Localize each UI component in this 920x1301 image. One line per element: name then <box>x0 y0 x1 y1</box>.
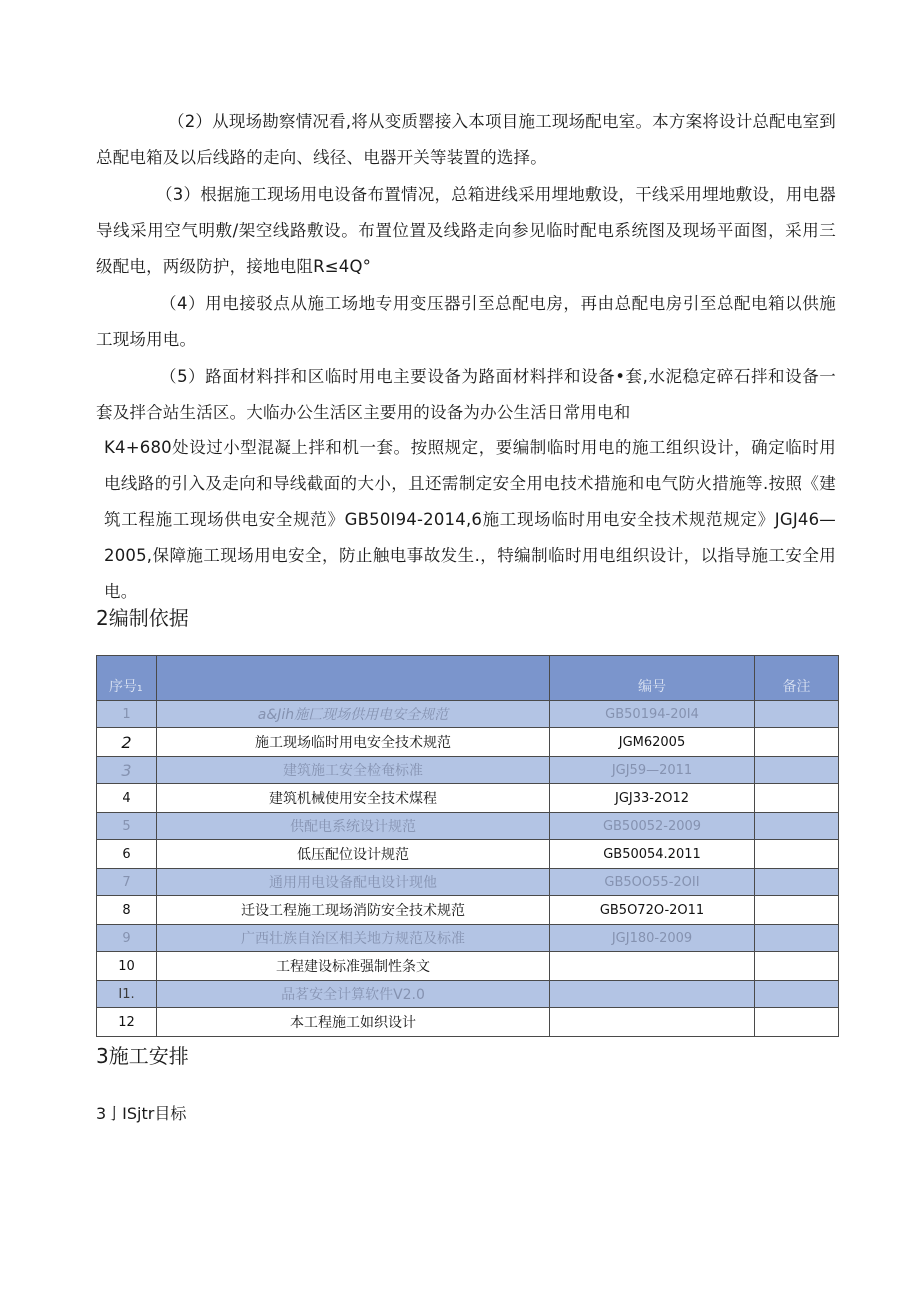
row-remark <box>755 784 839 813</box>
row-name: 工程建设标准强制性条文 <box>157 952 550 981</box>
table-row <box>97 840 839 869</box>
table-row <box>97 813 839 840</box>
row-no: 8 <box>97 896 157 925</box>
row-code: GB5OO55-2OII <box>550 869 755 896</box>
table-row <box>97 896 839 925</box>
row-no: 5 <box>97 813 157 840</box>
row-name: a&Jih施匚现场供用电安全规范 <box>157 701 550 728</box>
row-remark <box>755 981 839 1008</box>
row-remark <box>755 952 839 981</box>
row-name: 低压配位设计规范 <box>157 840 550 869</box>
row-code: JGJ180-2009 <box>550 925 755 952</box>
row-code <box>550 981 755 1008</box>
header-code: 编号 <box>550 656 755 701</box>
row-name: 广西壮族自治区相关地方规范及标准 <box>157 925 550 952</box>
row-code: GB50054.2011 <box>550 840 755 869</box>
row-remark <box>755 869 839 896</box>
row-remark <box>755 925 839 952</box>
row-no: 9 <box>97 925 157 952</box>
header-no: 序号₁ <box>97 656 157 701</box>
row-no: 12 <box>97 1008 157 1037</box>
row-no: 6 <box>97 840 157 869</box>
row-name: 建筑施工安全检奄标准 <box>157 757 550 784</box>
header-name <box>157 656 550 701</box>
table-row <box>97 701 839 728</box>
row-no: 3 <box>97 757 157 784</box>
row-no: 1 <box>97 701 157 728</box>
row-no: I1. <box>97 981 157 1008</box>
table-row <box>97 981 839 1008</box>
table-row <box>97 925 839 952</box>
row-remark <box>755 701 839 728</box>
row-name: 建筑机械使用安全技术煤程 <box>157 784 550 813</box>
row-name: 供配电系统设计规范 <box>157 813 550 840</box>
section-3-heading: 3施工安排 <box>96 1044 189 1068</box>
paragraph-2: （2）从现场勘察情况看,将从变质罂接入本项目施工现场配电室。本方案将设计总配电室到总配电箱及以后线路的走向、线径、电器开关等装置的选择。 <box>96 112 836 167</box>
table-row <box>97 757 839 784</box>
table-row <box>97 952 839 981</box>
row-no: 4 <box>97 784 157 813</box>
paragraph-4: （4）用电接驳点从施工场地专用变压器引至总配电房，再由总配电房引至总配电箱以供施工现场用电。 <box>96 294 836 349</box>
row-code: GB5O72O-2O11 <box>550 896 755 925</box>
paragraph-6: K4+680处设过小型混凝上拌和机一套。按照规定，要编制临时用电的施工组织设计，确定临时用电线路的引入及走向和导线截面的大小，且还需制定安全用电技术措施和电气防火措施等.按照《建筑工程施工现场供电安全规范》GB50I94-2014,6施工现场临时用电安全技术规范规定》JGJ46—2005,保障施工现场用电安全，防止触电事故发生.，特编制临时用电组织设计，以指导施工安全用电。 <box>104 438 836 601</box>
row-name: 施工现场临时用电安全技术规范 <box>157 728 550 757</box>
table-row <box>97 869 839 896</box>
row-remark <box>755 1008 839 1037</box>
header-remark: 备注 <box>755 656 839 701</box>
row-remark <box>755 728 839 757</box>
row-name: 本工程施工如织设计 <box>157 1008 550 1037</box>
section-2-heading: 2编制依据 <box>96 606 189 630</box>
row-remark <box>755 840 839 869</box>
row-code <box>550 1008 755 1037</box>
row-code <box>550 952 755 981</box>
row-name: 迁设工程施工现场消防安全技术规范 <box>157 896 550 925</box>
table-row <box>97 1008 839 1037</box>
row-name: 通用用电设备配电设计现他 <box>157 869 550 896</box>
row-code: JGJ33-2O12 <box>550 784 755 813</box>
paragraph-5: （5）路面材料拌和区临时用电主要设备为路面材料拌和设备•套,水泥稳定碎石拌和设备一套及拌合站生活区。大临办公生活区主要用的设备为办公生活日常用电和 <box>96 367 836 422</box>
row-remark <box>755 896 839 925</box>
paragraph-3: （3）根据施工现场用电设备布置情况，总箱进线采用埋地敷设，干线采用埋地敷设，用电器导线采用空气明敷/架空线路敷设。布置位置及线路走向参见临时配电系统图及现场平面图，采用三级配电，两级防护，接地电阻R≤4Q° <box>96 185 836 276</box>
row-remark <box>755 757 839 784</box>
row-code: JGJ59—2011 <box>550 757 755 784</box>
table-header-row <box>97 656 839 701</box>
row-code: JGM62005 <box>550 728 755 757</box>
row-no: 7 <box>97 869 157 896</box>
row-code: GB50194-20I4 <box>550 701 755 728</box>
row-remark <box>755 813 839 840</box>
row-name: 品茗安全计算软件V2.0 <box>157 981 550 1008</box>
standards-table <box>96 655 839 1037</box>
row-no: 2 <box>97 728 157 757</box>
section-3-1-heading: 3亅ISjtr目标 <box>96 1104 187 1123</box>
table-row <box>97 784 839 813</box>
row-no: 10 <box>97 952 157 981</box>
table-row <box>97 728 839 757</box>
row-code: GB50052-2009 <box>550 813 755 840</box>
